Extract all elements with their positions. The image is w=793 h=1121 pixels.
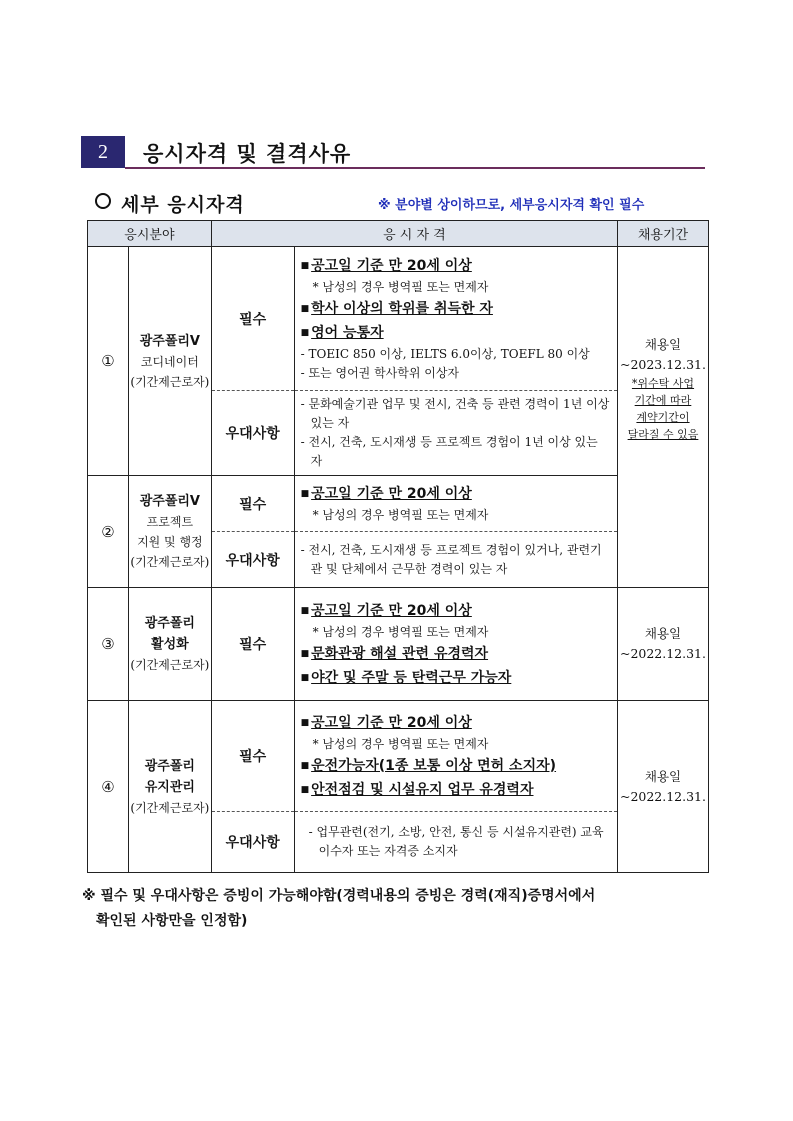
required-label: 필수: [211, 247, 294, 391]
period-note: 기간에 따라: [634, 394, 692, 408]
field-cell: [128, 247, 211, 476]
table-row: [88, 701, 709, 812]
req-item: ■ 공고일 기준 만 20세 이상: [300, 602, 472, 619]
required-label: 필수: [211, 476, 294, 532]
table-header-row: [88, 221, 709, 247]
table-row: [88, 476, 709, 532]
period-cell: [617, 701, 708, 873]
field-cell: [128, 476, 211, 588]
preferred-content: [294, 391, 617, 476]
period-cell: [617, 588, 708, 701]
req-note: * 남성의 경우 병역필 또는 면제자: [312, 624, 489, 639]
preferred-label: 우대사항: [211, 532, 294, 588]
period-date: ~2023.12.31.: [619, 357, 706, 373]
field-name: 광주폴리: [144, 758, 195, 774]
table-row: [88, 247, 709, 391]
period-label: 채용일: [644, 768, 682, 784]
field-sub: 프로젝트: [146, 515, 194, 529]
req-item: ■ 문화관광 해설 관련 유경력자: [300, 645, 489, 662]
header-qualification: 응 시 자 격: [211, 221, 617, 247]
footer-note: [82, 884, 722, 934]
field-type: (기간제근로자): [130, 555, 210, 569]
row-number: ②: [88, 476, 129, 588]
req-item: ■ 야간 및 주말 등 탄력근무 가능자: [300, 669, 512, 686]
preferred-content: [294, 812, 617, 873]
period-label: 채용일: [644, 337, 682, 353]
field-type: (기간제근로자): [130, 800, 210, 815]
req-note: * 남성의 경우 병역필 또는 면제자: [312, 280, 489, 294]
req-item: ■ 안전점검 및 시설유지 업무 유경력자: [300, 781, 534, 798]
field-type: (기간제근로자): [130, 658, 210, 672]
period-note: 계약기간이: [636, 411, 690, 425]
required-content: [294, 701, 617, 812]
qualification-table: [87, 220, 709, 873]
req-item: ■ 공고일 기준 만 20세 이상: [300, 486, 472, 502]
footer-line-1: ※ 필수 및 우대사항은 증빙이 가능해야함(경력내용의 증빙은 경력(재직)증명서에서: [82, 888, 596, 904]
field-name: 유지관리: [144, 779, 195, 795]
field-name: 광주폴리: [144, 616, 195, 631]
row-number: ④: [88, 701, 129, 873]
footer-line-2: 확인된 사항만을 인정함): [96, 913, 248, 929]
pref-item: - 전시, 건축, 도시재생 등 프로젝트 경험이 있거나, 관련기관 및 단체에서 근무한 경력이 있는 자: [300, 542, 602, 576]
table-row: [88, 588, 709, 701]
section-underline: [125, 167, 705, 169]
period-cell: [617, 247, 708, 532]
header-field: 응시분야: [88, 221, 212, 247]
req-item: ■ 영어 능통자: [300, 325, 384, 341]
field-cell: [128, 588, 211, 701]
field-name: 활성화: [151, 637, 189, 652]
period-note: *위수탁 사업: [631, 377, 695, 391]
field-name: 광주폴리Ⅴ: [139, 333, 200, 349]
req-note: - TOEIC 850 이상, IELTS 6.0이상, TOEFL 80 이상: [300, 347, 590, 361]
preferred-label: 우대사항: [211, 812, 294, 873]
period-date: ~2022.12.31.: [619, 788, 706, 804]
section-title: 응시자격 및 결격사유: [143, 142, 352, 166]
required-content: [294, 247, 617, 391]
field-name: 광주폴리Ⅴ: [139, 494, 200, 509]
preferred-content: [294, 532, 617, 588]
field-cell: [128, 701, 211, 873]
req-note: - 또는 영어권 학사학위 이상자: [300, 366, 460, 380]
preferred-label: 우대사항: [211, 391, 294, 476]
pref-item: - 문화예술기관 업무 및 전시, 건축 등 관련 경력이 1년 이상 있는 자: [300, 397, 610, 430]
field-sub: 코디네이터: [140, 354, 199, 369]
header-period: 채용기간: [617, 221, 708, 247]
req-item: ■ 학사 이상의 학위를 취득한 자: [300, 301, 493, 317]
required-label: 필수: [211, 588, 294, 701]
section-number: 2: [81, 136, 125, 168]
period-cell-empty: [617, 532, 708, 588]
req-item: ■ 공고일 기준 만 20세 이상: [300, 258, 472, 274]
period-date: ~2022.12.31.: [619, 646, 706, 661]
req-item: ■ 공고일 기준 만 20세 이상: [300, 714, 472, 731]
req-item: ■ 운전가능자(1종 보통 이상 면허 소지자): [300, 757, 557, 774]
row-number: ①: [88, 247, 129, 476]
subsection-notice: ※ 분야별 상이하므로, 세부응시자격 확인 필수: [378, 198, 645, 213]
req-note: * 남성의 경우 병역필 또는 면제자: [312, 508, 489, 522]
pref-item: - 전시, 건축, 도시재생 등 프로젝트 경험이 1년 이상 있는 자: [300, 435, 598, 468]
required-label: 필수: [211, 701, 294, 812]
period-note: 달라질 수 있음: [627, 428, 699, 442]
period-label: 채용일: [644, 626, 682, 641]
field-sub: 지원 및 행정: [137, 535, 203, 549]
row-number: ③: [88, 588, 129, 701]
req-note: * 남성의 경우 병역필 또는 면제자: [312, 736, 489, 751]
subsection-title: [95, 190, 245, 217]
pref-item: - 업무관련(전기, 소방, 안전, 통신 등 시설유지관련) 교육이수자 또는 자격증 소지자: [308, 825, 604, 858]
required-content: [294, 588, 617, 701]
section-header: [81, 136, 705, 170]
field-type: (기간제근로자): [130, 374, 210, 389]
subsection-title-text: 세부 응시자격: [121, 194, 245, 216]
required-content: [294, 476, 617, 532]
circle-bullet-icon: [95, 193, 111, 209]
